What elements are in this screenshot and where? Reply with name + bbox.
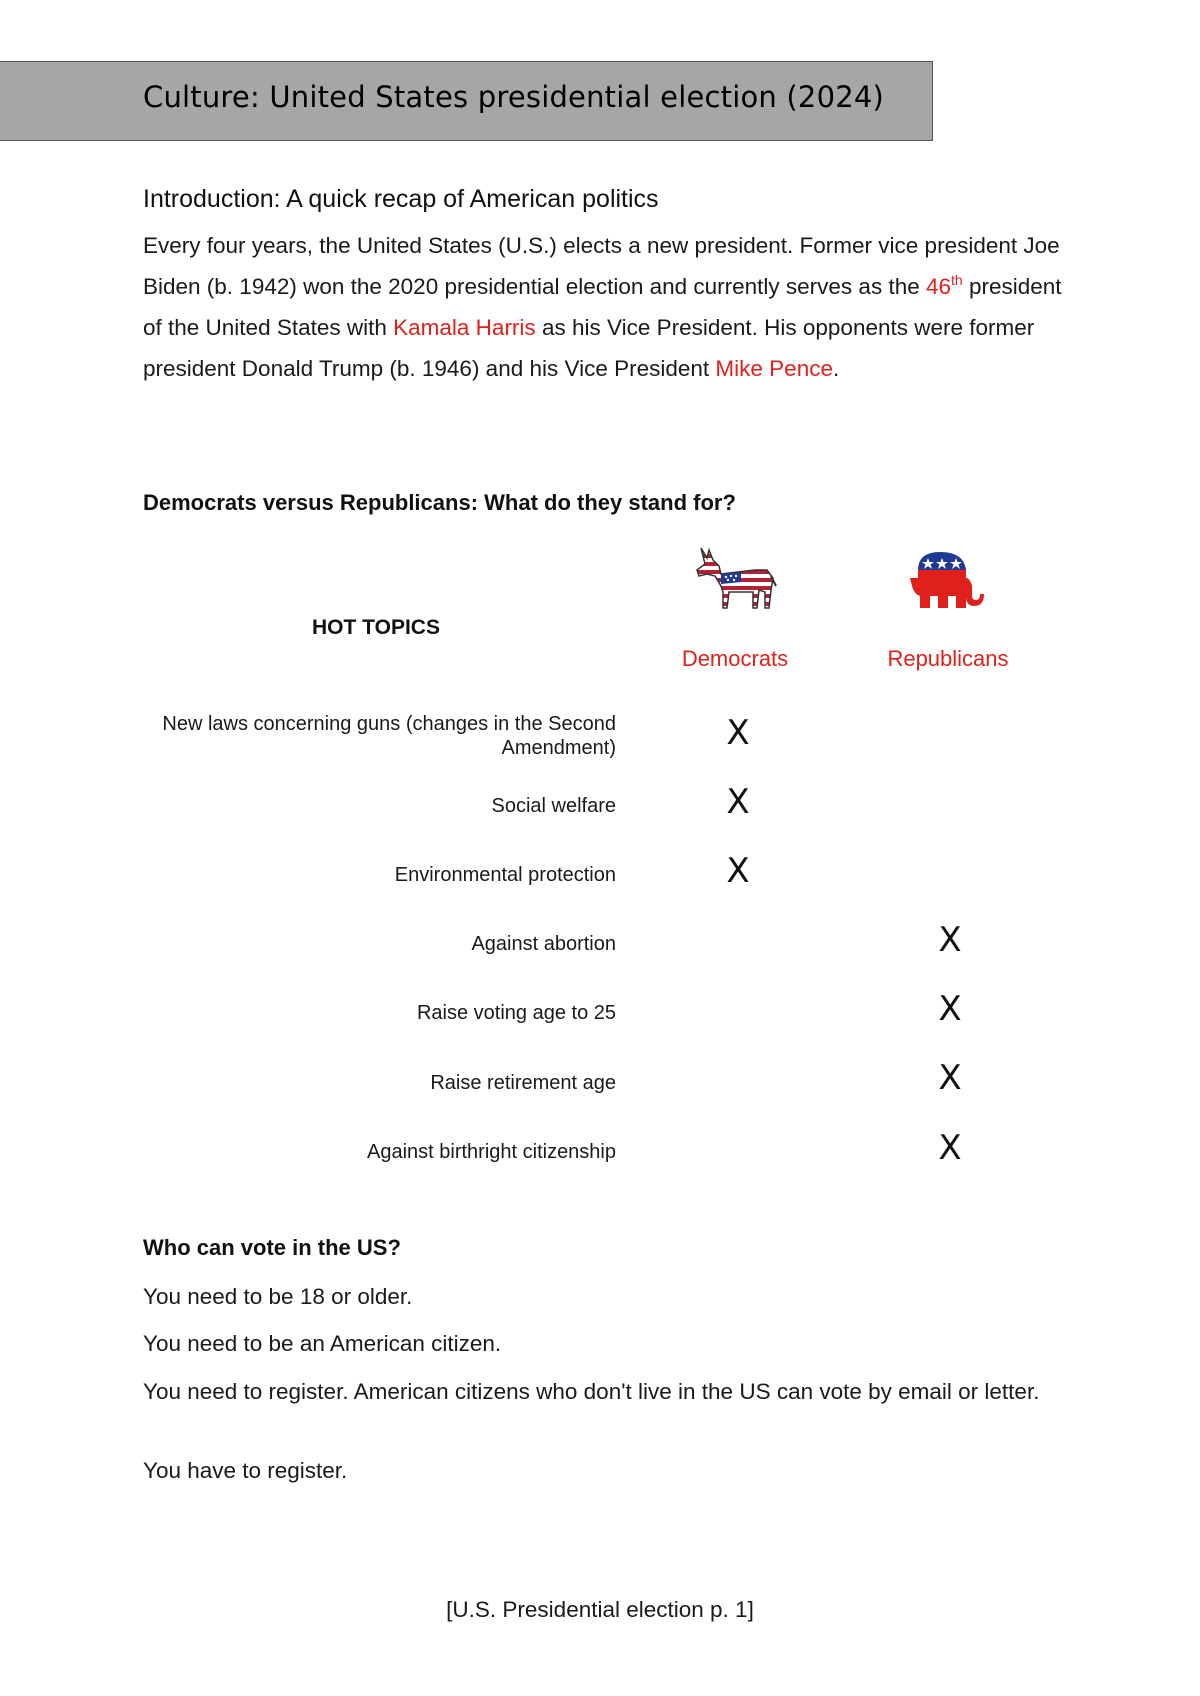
democrats-mark: X: [726, 713, 750, 753]
topic-label: Environmental protection: [394, 864, 616, 886]
democrats-mark: X: [726, 782, 750, 822]
intro-heading: Introduction: A quick recap of American politics: [143, 185, 659, 213]
topic-label: Raise retirement age: [430, 1072, 616, 1094]
intro-text-3: as his Vice President. His opponents were former president Donald Trump (b. 1946) and his Vice President: [143, 315, 1035, 381]
intro-text-1: Every four years, the United States (U.S.) elects a new president. Former vice president Joe Biden (b. 1942) won the 2020 presidential election and currently serves as the: [143, 233, 1060, 299]
topic-label: Raise voting age to 25: [416, 1002, 616, 1024]
intro-paragraph: Every four years, the United States (U.S.) elects a new president. Former vice president Joe Biden (b. 1942) won the 2020 presidential election and currently serves as the 46th president of the United States with Kamala Harris as his Vice President. His opponents were former president Donald Trump (b. 1946) and his Vice President Mike Pence.: [143, 233, 1062, 381]
president-number: 46th: [925, 272, 963, 299]
democrats-mark: X: [726, 851, 750, 891]
kamala-harris-link: Kamala Harris: [393, 315, 536, 340]
topic-label: Against abortion: [471, 933, 616, 955]
republicans-mark: X: [938, 1128, 962, 1168]
republicans-mark: X: [938, 920, 962, 960]
voting-rule: You need to be 18 or older.: [143, 1284, 413, 1309]
voting-rule: You need to register. American citizens who don't live in the US can vote by email or letter.: [143, 1379, 1040, 1404]
topic-label: Social welfare: [491, 795, 616, 817]
democrats-label: Democrats: [681, 646, 789, 671]
donkey-icon: [695, 546, 777, 610]
elephant-icon: [910, 548, 984, 610]
parties-heading: Democrats versus Republicans: What do they stand for?: [143, 490, 736, 515]
republicans-label: Republicans: [887, 646, 1009, 671]
voting-heading: Who can vote in the US?: [143, 1235, 401, 1260]
intro-text-2: president of the United States with: [143, 274, 1062, 340]
page-footer: [U.S. Presidential election p. 1]: [446, 1597, 754, 1622]
voting-rule: You have to register.: [143, 1458, 348, 1483]
republicans-mark: X: [938, 1058, 962, 1098]
topic-label: New laws concerning guns (changes in the Second Amendment): [162, 713, 616, 759]
republicans-mark: X: [938, 989, 962, 1029]
page-title: Culture: United States presidential election (2024): [143, 80, 885, 114]
mike-pence-link: Mike Pence: [715, 356, 833, 381]
voting-rule: You need to be an American citizen.: [143, 1331, 502, 1356]
hot-topics-label: HOT TOPICS: [312, 616, 440, 639]
title-bar: [0, 61, 933, 141]
topic-label: Against birthright citizenship: [366, 1141, 616, 1163]
